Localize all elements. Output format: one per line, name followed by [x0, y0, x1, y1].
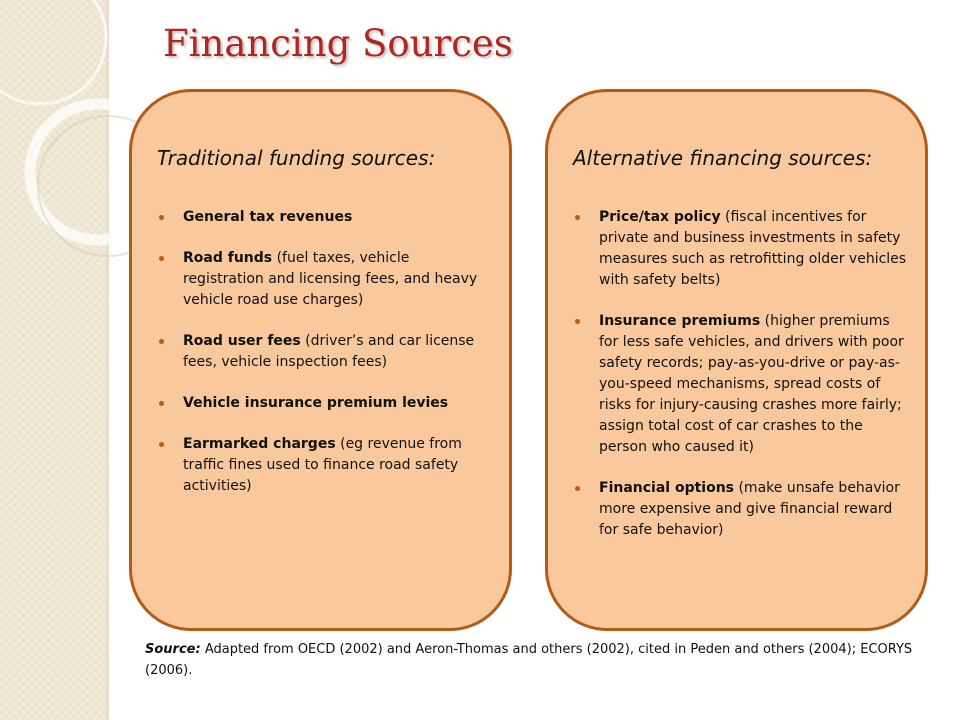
- list-item: [572, 311, 908, 458]
- traditional-funding-panel: [129, 89, 512, 631]
- item-description: (higher premiums for less safe vehicles, and drivers with poor safety records; pay-as-you-drive or pay-as-you-speed mechanisms, spread costs of risks for injury-causing crashes more fairly; assign total cost of car crashes to the person who caused it): [599, 313, 904, 455]
- item-bold-label: Road user fees: [183, 333, 301, 349]
- source-note: [145, 639, 915, 681]
- bullet-icon: [159, 442, 164, 447]
- list-item: [156, 207, 492, 228]
- bullet-icon: [159, 401, 164, 406]
- list-item: [572, 207, 908, 291]
- item-bold-label: Financial options: [599, 480, 735, 496]
- item-bold-label: Road funds: [183, 250, 273, 266]
- list-item: [156, 393, 492, 414]
- item-description: (fuel taxes, vehicle registration and licensing fees, and heavy vehicle road use charges): [183, 250, 478, 308]
- page-title: Financing Sources: [163, 22, 513, 65]
- item-bold-label: Insurance premiums: [599, 313, 761, 329]
- list-item: [156, 331, 492, 373]
- item-bold-label: General tax revenues: [183, 209, 353, 225]
- bullet-icon: [159, 256, 164, 261]
- list-item: [156, 434, 492, 497]
- item-description: (driver’s and car license fees, vehicle inspection fees): [183, 333, 475, 370]
- source-label: Source:: [145, 642, 201, 657]
- list-item: [572, 478, 908, 541]
- item-bold-label: Price/tax policy: [599, 209, 721, 225]
- decorative-side-strip: [0, 0, 106, 720]
- bullet-icon: [575, 215, 580, 220]
- traditional-funding-list: [156, 207, 492, 517]
- item-description: (fiscal incentives for private and business investments in safety measures such as retrofitting older vehicles with safety belts): [599, 209, 907, 288]
- bullet-icon: [575, 486, 580, 491]
- bullet-icon: [159, 339, 164, 344]
- item-bold-label: Vehicle insurance premium levies: [183, 395, 449, 411]
- bullet-icon: [575, 319, 580, 324]
- item-description: (make unsafe behavior more expensive and give financial reward for safe behavior): [599, 480, 900, 538]
- alternative-financing-heading: Alternative financing sources:: [573, 146, 873, 170]
- traditional-funding-heading: Traditional funding sources:: [157, 146, 436, 170]
- alternative-financing-list: [572, 207, 908, 561]
- source-text: Adapted from OECD (2002) and Aeron-Thomas and others (2002), cited in Peden and others (2004); ECORYS (2006).: [145, 642, 913, 678]
- strip-divider: [106, 0, 109, 720]
- bullet-icon: [159, 215, 164, 220]
- item-description: (eg revenue from traffic fines used to finance road safety activities): [183, 436, 462, 494]
- list-item: [156, 248, 492, 311]
- alternative-financing-panel: [545, 89, 928, 631]
- item-bold-label: Earmarked charges: [183, 436, 336, 452]
